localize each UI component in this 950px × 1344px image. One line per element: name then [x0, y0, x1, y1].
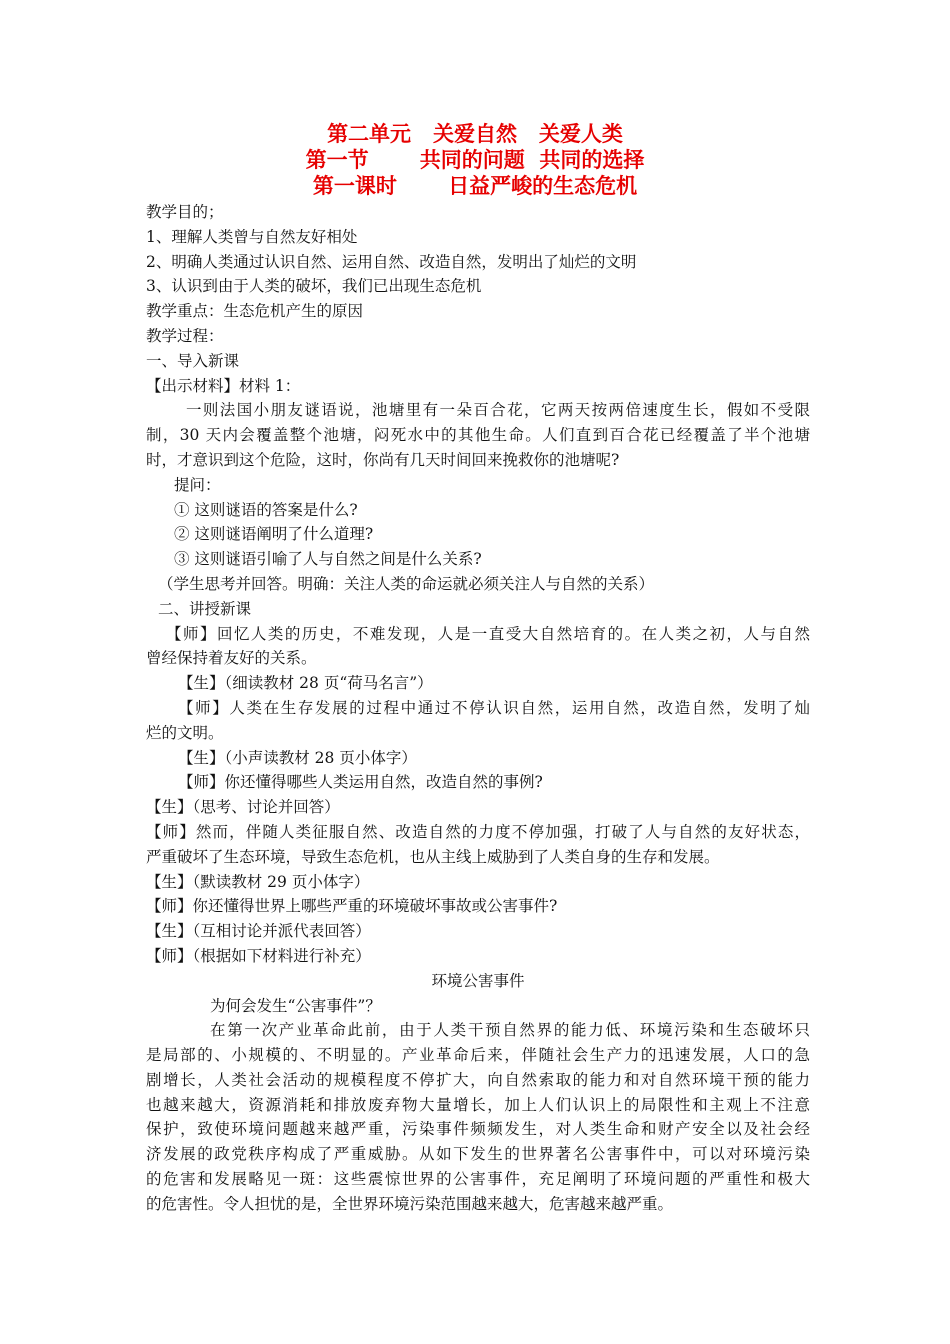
- text-line: ② 这则谜语阐明了什么道理?: [174, 525, 374, 544]
- text-line: 【师】回忆人类的历史，不难发现，人是一直受大自然培育的。在人类之初，人与自然: [166, 624, 810, 643]
- text-line: 教学目的；: [146, 203, 224, 221]
- text-line: 一则法国小朋友谜语说，池塘里有一朵百合花，它两天按两倍速度生长，假如不受限: [186, 401, 810, 420]
- text-line: 剧增长，人类社会活动的规模程度不停扩大，向自然索取的能力和对自然环境干预的能力: [146, 1070, 810, 1089]
- text-line: 为何会发生“公害事件”？: [210, 996, 381, 1015]
- text-line: （学生思考并回答。明确：关注人类的命运就必须关注人与自然的关系）: [158, 574, 655, 593]
- text-line: 【出示材料】材料 1：: [146, 376, 301, 395]
- unit-title: 第二单元 关爱自然 关爱人类: [327, 122, 623, 146]
- text-line: 【师】你还懂得哪些人类运用自然，改造自然的事例?: [178, 773, 543, 792]
- text-line: 2、明确人类通过认识自然、运用自然、改造自然，发明出了灿烂的文明: [146, 252, 637, 271]
- subheading: 环境公害事件: [431, 971, 525, 990]
- text-line: 严重破坏了生态环境，导致生态危机，也从主线上威胁到了人类自身的生存和发展。: [146, 847, 720, 866]
- text-line: 【师】（根据如下材料进行补充）: [146, 946, 371, 965]
- text-line: 【生】（互相讨论并派代表回答）: [146, 922, 371, 941]
- title-block: [0, 121, 950, 199]
- text-line: 曾经保持着友好的关系。: [146, 649, 317, 668]
- text-line: ③ 这则谜语引喻了人与自然之间是什么关系?: [174, 550, 482, 569]
- text-line: 的危害和发展略见一斑：这些震惊世界的公害事件，充足阐明了环境问题的严重性和极大: [146, 1170, 810, 1189]
- text-line: 的危害性。令人担忧的是，全世界环境污染范围越来越大，危害越来越严重。: [146, 1194, 674, 1213]
- text-line: 时，才意识到这个危险，这时，你尚有几天时间回来挽救你的池塘呢?: [146, 450, 620, 469]
- text-line: 教学过程：: [146, 326, 224, 345]
- lesson-title: 第一课时 日益严峻的生态危机: [312, 174, 638, 198]
- text-line: 在第一次产业革命此前，由于人类干预自然界的能力低、环境污染和生态破坏只: [210, 1021, 810, 1040]
- text-line: 烂的文明。: [146, 723, 224, 742]
- text-line: 3、认识到由于人类的破坏，我们已出现生态危机: [146, 277, 482, 296]
- text-line: 【师】然而，伴随人类征服自然、改造自然的力度不停加强，打破了人与自然的友好状态，: [146, 822, 810, 841]
- text-line: 制，30 天内会覆盖整个池塘，闷死水中的其他生命。人们直到百合花已经覆盖了半个池塘: [146, 426, 810, 445]
- text-line: 也越来越大，资源消耗和排放废弃物大量增长，加上人们认识上的局限性和主观上不注意: [146, 1095, 810, 1114]
- section-title: 第一节 共同的问题 共同的选择: [305, 148, 645, 172]
- text-line: 【生】（小声读教材 28 页小体字）: [178, 748, 417, 767]
- text-line: 二、讲授新课: [158, 599, 252, 618]
- text-line: 提问：: [174, 475, 221, 494]
- text-line: ① 这则谜语的答案是什么?: [174, 500, 358, 519]
- text-line: 【师】人类在生存发展的过程中通过不停认识自然，运用自然，改造自然，发明了灿: [178, 698, 810, 717]
- text-line: 一、导入新课: [146, 351, 240, 370]
- document-body: [146, 200, 810, 1217]
- text-line: 【师】你还懂得世界上哪些严重的环境破坏事故或公害事件?: [146, 897, 558, 916]
- text-line: 【生】（默读教材 29 页小体字）: [146, 872, 370, 891]
- text-line: 济发展的政党秩序构成了严重威胁。从如下发生的世界著名公害事件中，可以对环境污染: [146, 1145, 810, 1164]
- text-line: 教学重点：生态危机产生的原因: [146, 302, 364, 321]
- text-line: 是局部的、小规模的、不明显的。产业革命后来，伴随社会生产力的迅速发展，人口的急: [146, 1046, 810, 1065]
- text-line: 【生】（细读教材 28 页“荷马名言”）: [178, 674, 433, 693]
- text-line: 1、理解人类曾与自然友好相处: [146, 227, 358, 246]
- text-line: 【生】（思考、讨论并回答）: [146, 798, 340, 817]
- text-line: 保护，致使环境问题越来越严重，污染事件频频发生，对人类生命和财产安全以及社会经: [146, 1120, 810, 1139]
